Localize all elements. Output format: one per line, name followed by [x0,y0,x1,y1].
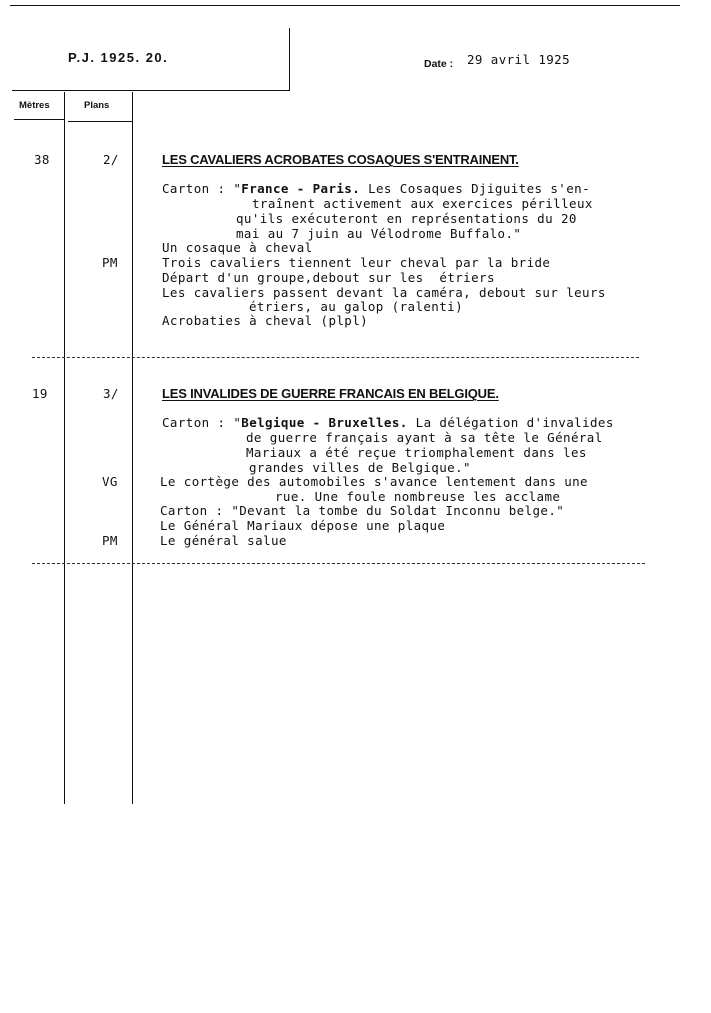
section-1-shot-4: Les cavaliers passent devant la caméra, debout sur leurs [162,285,606,300]
column-rule-plans [132,92,133,804]
header-box-right-rule [289,28,290,90]
section-1-shot-3: Départ d'un groupe,debout sur les étriers [162,270,495,285]
section-2-shot-3: Carton : "Devant la tombe du Soldat Inconnu belge." [160,503,565,518]
section-2-carton-line-4: grandes villes de Belgique." [249,460,471,475]
section-2-carton-line-1: Carton : "Belgique - Bruxelles. La délégation d'invalides [162,415,614,430]
section-2-shot-5: Le général salue [160,533,287,548]
section-2-shot-1: Le cortège des automobiles s'avance lentement dans une [160,474,588,489]
section-1-shot-2-plan: PM [102,255,118,270]
section-2-shot-4: Le Général Mariaux dépose une plaque [160,518,446,533]
section-1-title: LES CAVALIERS ACROBATES COSAQUES S'ENTRAINENT. [162,152,519,167]
section-1-shot-1: Un cosaque à cheval [162,240,313,255]
section-1-carton-line-3: qu'ils exécuteront en représentations du 20 [236,211,577,226]
section-1-shot-2: Trois cavaliers tiennent leur cheval par la bride [162,255,551,270]
metres-header-underline [14,119,64,120]
section-1-shot-5: étriers, au galop (ralenti) [249,299,463,314]
section-1-shot-6: Acrobaties à cheval (plpl) [162,313,369,328]
column-header-metres: Mètres [19,100,50,111]
section-2-carton-place: Belgique - Bruxelles. [241,415,408,430]
document-reference: P.J. 1925. 20. [68,50,169,65]
section-1-carton-place: France - Paris. [241,181,361,196]
section-1-plan-number: 2/ [103,152,119,167]
section-2-carton-line-3: Mariaux a été reçue triomphalement dans les [246,445,587,460]
section-separator-2 [32,563,645,564]
section-2-shot-1-plan: VG [102,474,118,489]
header-box-bottom-rule [12,90,290,91]
section-2-metres: 19 [32,386,48,401]
column-header-plans: Plans [84,100,110,111]
section-2-shot-2: rue. Une foule nombreuse les acclame [275,489,561,504]
section-2-carton-line-2: de guerre français ayant à sa tête le Général [246,430,603,445]
section-2-shot-5-plan: PM [102,533,118,548]
section-1-metres: 38 [34,152,50,167]
section-1-carton-line-2: traînent activement aux exercices périlleux [252,196,593,211]
plans-header-underline [68,121,132,122]
section-1-carton-line-4: mai au 7 juin au Vélodrome Buffalo." [236,226,522,241]
section-separator-1 [32,357,639,358]
date-label: Date : [424,58,454,70]
column-rule-metres [64,92,65,804]
date-value: 29 avril 1925 [467,52,571,67]
header-top-rule [10,5,680,6]
section-2-plan-number: 3/ [103,386,119,401]
section-1-carton-line-1: Carton : "France - Paris. Les Cosaques Djiguites s'en- [162,181,590,196]
section-2-title: LES INVALIDES DE GUERRE FRANCAIS EN BELGIQUE. [162,386,499,401]
